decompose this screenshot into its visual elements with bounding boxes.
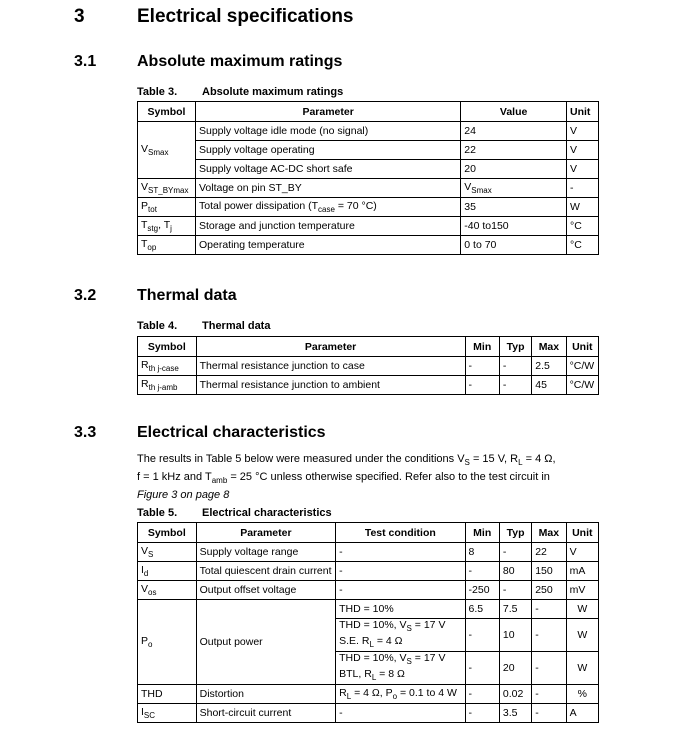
condition-cell: -	[336, 581, 465, 600]
symbol-cell: $I_d$	[138, 562, 197, 581]
value-cell: 24	[461, 122, 567, 141]
header-cell: Symbol	[138, 523, 197, 543]
parameter-cell: Supply voltage AC-DC short safe	[195, 160, 460, 179]
unit-cell: W	[566, 619, 598, 652]
unit-cell: A	[566, 704, 598, 723]
value-cell: 35	[461, 198, 567, 217]
symbol-cell: $T_{stg}$, $T_j$	[138, 217, 196, 236]
typ-cell: 10	[499, 619, 531, 652]
table-name: Electrical characteristics	[202, 507, 332, 519]
max-cell: 45	[532, 376, 566, 395]
table-row	[138, 376, 599, 395]
min-cell: -	[465, 652, 499, 685]
unit-cell: °C	[567, 236, 599, 255]
condition-cell: -	[336, 562, 465, 581]
typ-cell: -	[499, 376, 531, 395]
symbol-cell: THD	[138, 685, 197, 704]
min-cell: -	[465, 562, 499, 581]
typ-cell: 0.02	[499, 685, 531, 704]
parameter-cell: Short-circuit current	[196, 704, 336, 723]
subsection-title: Absolute maximum ratings	[137, 53, 343, 70]
unit-cell: mV	[566, 581, 598, 600]
header-cell: Parameter	[196, 523, 336, 543]
parameter-cell: Distortion	[196, 685, 336, 704]
symbol-cell: $V_{ST\_BYmax}$	[138, 179, 196, 198]
symbol-cell: $V_{Smax}$	[138, 122, 196, 179]
max-cell: 2.5	[532, 357, 566, 376]
max-cell: -	[532, 600, 566, 619]
max-cell: -	[532, 652, 566, 685]
parameter-cell: Total power dissipation ($T_{case} = 70$ °C)	[195, 198, 460, 217]
unit-cell: °C/W	[566, 376, 598, 395]
unit-cell: V	[567, 141, 599, 160]
header-cell: Value	[461, 102, 567, 122]
symbol-cell: $T_{op}$	[138, 236, 196, 255]
min-cell: -	[465, 619, 499, 652]
unit-cell: -	[567, 179, 599, 198]
parameter-cell: Output offset voltage	[196, 581, 336, 600]
table-row	[138, 562, 599, 581]
unit-cell: %	[566, 685, 598, 704]
absolute-max-ratings-table	[137, 101, 599, 255]
condition-cell: $R_L = 4$ Ω, $P_o = 0.1$ to 4 W	[336, 685, 465, 704]
subsection-title: Thermal data	[137, 287, 237, 304]
unit-cell: V	[567, 122, 599, 141]
condition-cell: -	[336, 543, 465, 562]
parameter-cell: Total quiescent drain current	[196, 562, 336, 581]
table-caption	[137, 86, 344, 98]
header-cell: Typ	[499, 523, 531, 543]
header-cell: Max	[532, 337, 566, 357]
header-cell: Unit	[566, 337, 598, 357]
table-row	[138, 141, 599, 160]
section-number: 3	[74, 6, 85, 27]
min-cell: -	[465, 704, 499, 723]
header-cell: Parameter	[196, 337, 465, 357]
value-cell: -40 to150	[461, 217, 567, 236]
table-row	[138, 685, 599, 704]
table-row	[138, 179, 599, 198]
subsection-heading-3-3	[74, 424, 326, 442]
table-name: Thermal data	[202, 320, 271, 332]
min-cell: 6.5	[465, 600, 499, 619]
table-row	[138, 357, 599, 376]
table-caption	[137, 507, 332, 519]
unit-cell: mA	[566, 562, 598, 581]
max-cell: 22	[532, 543, 566, 562]
table-row	[138, 600, 599, 619]
typ-cell: 3.5	[499, 704, 531, 723]
typ-cell: 7.5	[499, 600, 531, 619]
header-cell: Parameter	[195, 102, 460, 122]
figure-reference-link[interactable]: Figure 3 on page 8	[137, 489, 230, 502]
symbol-cell: $I_{SC}$	[138, 704, 197, 723]
subsection-heading-3-1	[74, 53, 343, 71]
table-row	[138, 122, 599, 141]
typ-cell: -	[499, 543, 531, 562]
symbol-cell: $P_{tot}$	[138, 198, 196, 217]
condition-cell: -	[336, 704, 465, 723]
table-label: Table 4.	[137, 320, 178, 332]
table-label: Table 5.	[137, 507, 178, 519]
header-cell: Test condition	[336, 523, 465, 543]
symbol-cell: $R_{th j-case}$	[138, 357, 197, 376]
table-row	[138, 581, 599, 600]
subsection-title: Electrical characteristics	[137, 424, 326, 441]
condition-cell: THD = 10%, $V_S = 17$ V S.E. $R_L = 4$ Ω	[336, 619, 465, 652]
header-cell: Min	[465, 337, 499, 357]
min-cell: -	[465, 685, 499, 704]
header-cell: Min	[465, 523, 499, 543]
table-row	[138, 543, 599, 562]
header-cell: Unit	[566, 523, 598, 543]
min-cell: -	[465, 376, 499, 395]
symbol-cell: $V_{os}$	[138, 581, 197, 600]
parameter-cell: Storage and junction temperature	[195, 217, 460, 236]
section-heading	[74, 6, 354, 28]
table-row	[138, 217, 599, 236]
unit-cell: W	[567, 198, 599, 217]
table-header-row	[138, 337, 599, 357]
subsection-number: 3.2	[74, 287, 97, 304]
section-title: Electrical specifications	[137, 6, 354, 27]
unit-cell: W	[566, 652, 598, 685]
header-cell: Unit	[567, 102, 599, 122]
subsection-heading-3-2	[74, 287, 237, 305]
table-header-row	[138, 102, 599, 122]
max-cell: 250	[532, 581, 566, 600]
table-caption	[137, 320, 271, 332]
thermal-data-table	[137, 336, 599, 395]
typ-cell: 80	[499, 562, 531, 581]
conditions-paragraph: The results in Table 5 below were measured under the conditions $V_S = 15$ V, $R_L = 4$ Ω, f = 1 kHz and $T_{amb} = 25$ °C unless otherwise specified. Refer also to the test circuit in Figure 3 on page 8	[137, 453, 556, 502]
subsection-number: 3.1	[74, 53, 97, 70]
value-cell: 20	[461, 160, 567, 179]
table-name: Absolute maximum ratings	[202, 86, 344, 98]
parameter-cell: Thermal resistance junction to case	[196, 357, 465, 376]
header-cell: Symbol	[138, 102, 196, 122]
header-cell: Max	[532, 523, 566, 543]
parameter-cell: Voltage on pin ST_BY	[195, 179, 460, 198]
table-row	[138, 704, 599, 723]
symbol-cell: $P_o$	[138, 600, 197, 685]
max-cell: -	[532, 619, 566, 652]
unit-cell: °C/W	[566, 357, 598, 376]
header-cell: Symbol	[138, 337, 197, 357]
symbol-cell: $R_{th j-amb}$	[138, 376, 197, 395]
value-cell: $V_{Smax}$	[461, 179, 567, 198]
parameter-cell: Supply voltage range	[196, 543, 336, 562]
table-header-row	[138, 523, 599, 543]
condition-cell: THD = 10%, $V_S = 17$ V BTL, $R_L = 8$ Ω	[336, 652, 465, 685]
condition-cell: THD = 10%	[336, 600, 465, 619]
electrical-characteristics-table	[137, 522, 599, 723]
typ-cell: -	[499, 357, 531, 376]
table-row	[138, 236, 599, 255]
unit-cell: V	[567, 160, 599, 179]
typ-cell: 20	[499, 652, 531, 685]
table-label: Table 3.	[137, 86, 178, 98]
max-cell: -	[532, 685, 566, 704]
max-cell: -	[532, 704, 566, 723]
typ-cell: -	[499, 581, 531, 600]
parameter-cell: Operating temperature	[195, 236, 460, 255]
value-cell: 22	[461, 141, 567, 160]
parameter-cell: Output power	[196, 600, 336, 685]
min-cell: 8	[465, 543, 499, 562]
table-row	[138, 198, 599, 217]
unit-cell: W	[566, 600, 598, 619]
parameter-cell: Thermal resistance junction to ambient	[196, 376, 465, 395]
parameter-cell: Supply voltage operating	[195, 141, 460, 160]
subsection-number: 3.3	[74, 424, 97, 441]
min-cell: -250	[465, 581, 499, 600]
value-cell: 0 to 70	[461, 236, 567, 255]
max-cell: 150	[532, 562, 566, 581]
table-row	[138, 160, 599, 179]
header-cell: Typ	[499, 337, 531, 357]
parameter-cell: Supply voltage idle mode (no signal)	[195, 122, 460, 141]
unit-cell: °C	[567, 217, 599, 236]
min-cell: -	[465, 357, 499, 376]
unit-cell: V	[566, 543, 598, 562]
symbol-cell: $V_S$	[138, 543, 197, 562]
